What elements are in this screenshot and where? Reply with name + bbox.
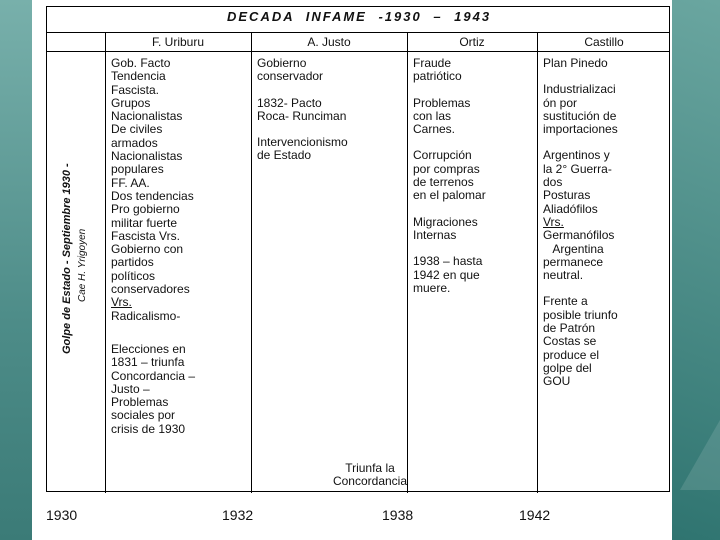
text-line: conservadores xyxy=(111,282,190,297)
text-line: Germanófilos xyxy=(543,228,615,243)
column-divider xyxy=(251,33,252,493)
text-line: partidos xyxy=(111,255,154,270)
text-line: de terrenos xyxy=(413,175,474,190)
text-line: De civiles xyxy=(111,122,163,137)
side-sublabel: Cae H. Yrigoyen xyxy=(77,228,88,302)
text-line: políticos xyxy=(111,268,156,283)
text-line: Fascista. xyxy=(111,82,160,97)
text-line: Gobierno xyxy=(257,56,307,70)
text-line: Aliadófilos xyxy=(543,201,598,216)
column-uriburu xyxy=(111,57,247,436)
column-divider xyxy=(105,33,106,493)
text-line: Industrializaci xyxy=(543,82,616,97)
text-line: Gobierno con xyxy=(111,242,184,257)
text-line: Problemas xyxy=(111,395,169,410)
text-line: de Estado xyxy=(257,148,312,163)
text-line: posible triunfo xyxy=(543,307,618,322)
text-line: 1942 en que xyxy=(413,267,480,282)
text-line: Argentinos y xyxy=(543,148,610,163)
text-line: neutral. xyxy=(543,268,584,283)
text-line: muere. xyxy=(413,280,451,295)
text-line: Nacionalistas xyxy=(111,109,183,124)
text-line: golpe del xyxy=(543,360,592,375)
text-line: importaciones xyxy=(543,122,618,137)
title-row xyxy=(47,7,669,33)
slide-sheet xyxy=(32,0,672,540)
text-line: patriótico xyxy=(413,69,462,84)
text-line: Gob. Facto xyxy=(111,56,171,70)
text-line: militar fuerte xyxy=(111,215,178,230)
text-line: permanece xyxy=(543,254,604,269)
text-line: Costas se xyxy=(543,334,597,349)
year-label: 1932 xyxy=(222,507,254,523)
text-line: sociales por xyxy=(111,408,176,423)
text-line: Plan Pinedo xyxy=(543,56,608,70)
left-decor-bar xyxy=(0,0,32,540)
justo-footer xyxy=(305,462,435,488)
text-line: 1831 – triunfa xyxy=(111,355,185,370)
timeline-table xyxy=(46,6,670,492)
text-line: 1832- Pacto xyxy=(257,95,322,110)
text-line: por compras xyxy=(413,161,480,176)
text-line: Posturas xyxy=(543,188,591,203)
text-line: con las xyxy=(413,108,452,123)
text-line: Problemas xyxy=(413,95,471,110)
text-line: Pro gobierno xyxy=(111,202,180,217)
text-line: Triunfa la xyxy=(345,461,395,475)
text-line: Concordancia xyxy=(332,474,408,488)
right-decor-bar xyxy=(672,0,720,540)
text-line: 1938 – hasta xyxy=(413,254,483,269)
column-castillo xyxy=(543,57,669,389)
text-line: Argentina xyxy=(543,241,604,256)
side-label: Golpe de Estado - Septiembre 1930 - xyxy=(61,163,73,354)
text-line: Fraude xyxy=(413,56,452,70)
text-line: armados xyxy=(111,135,158,150)
text-line: Grupos xyxy=(111,95,151,110)
text-line: de Patrón xyxy=(543,321,596,336)
text-line: Radicalismo- xyxy=(111,308,181,323)
column-divider xyxy=(407,33,408,493)
header-ortiz: Ortiz xyxy=(459,35,485,49)
text-line: conservador xyxy=(257,69,324,84)
text-line: Elecciones en xyxy=(111,341,186,356)
column-justo xyxy=(257,57,405,163)
text-line: Nacionalistas xyxy=(111,149,183,164)
header-uriburu: F. Uriburu xyxy=(151,35,204,49)
column-divider xyxy=(537,33,538,493)
text-line: sustitución de xyxy=(543,108,617,123)
header-justo: A. Justo xyxy=(307,35,351,49)
text-line: produce el xyxy=(543,347,600,362)
header-castillo: Castillo xyxy=(584,35,624,49)
year-label: 1930 xyxy=(46,507,78,523)
text-line: Dos tendencias xyxy=(111,188,194,203)
text-line: crisis de 1930 xyxy=(111,421,186,436)
header-row xyxy=(47,33,669,52)
text-line: populares xyxy=(111,162,164,177)
text-line: Corrupción xyxy=(413,148,472,163)
text-line: FF. AA. xyxy=(111,175,150,190)
text-line: Intervencionismo xyxy=(257,135,348,150)
text-line: Justo – xyxy=(111,381,150,396)
text-line: en el palomar xyxy=(413,188,486,203)
text-line: Migraciones xyxy=(413,214,478,229)
text-line: dos xyxy=(543,175,563,190)
text-line: GOU xyxy=(543,374,571,389)
text-line: Vrs. xyxy=(543,214,564,229)
slide-title: DECADA INFAME -1930 – 1943 xyxy=(227,9,492,24)
text-line: Roca- Runciman xyxy=(257,108,347,123)
text-line: Tendencia xyxy=(111,69,166,84)
decor-facet xyxy=(680,420,720,490)
text-line: Vrs. xyxy=(111,295,132,310)
text-line: Internas xyxy=(413,227,457,242)
year-label: 1938 xyxy=(382,507,414,523)
text-line: Concordancia – xyxy=(111,368,196,383)
year-axis xyxy=(32,507,672,527)
text-line: Fascista Vrs. xyxy=(111,228,180,243)
year-label: 1942 xyxy=(519,507,551,523)
text-line: Frente a xyxy=(543,294,588,309)
text-line: Carnes. xyxy=(413,122,456,137)
side-label-column xyxy=(47,52,105,492)
column-ortiz xyxy=(413,57,535,295)
text-line: ón por xyxy=(543,95,578,110)
text-line: la 2° Guerra- xyxy=(543,161,612,176)
